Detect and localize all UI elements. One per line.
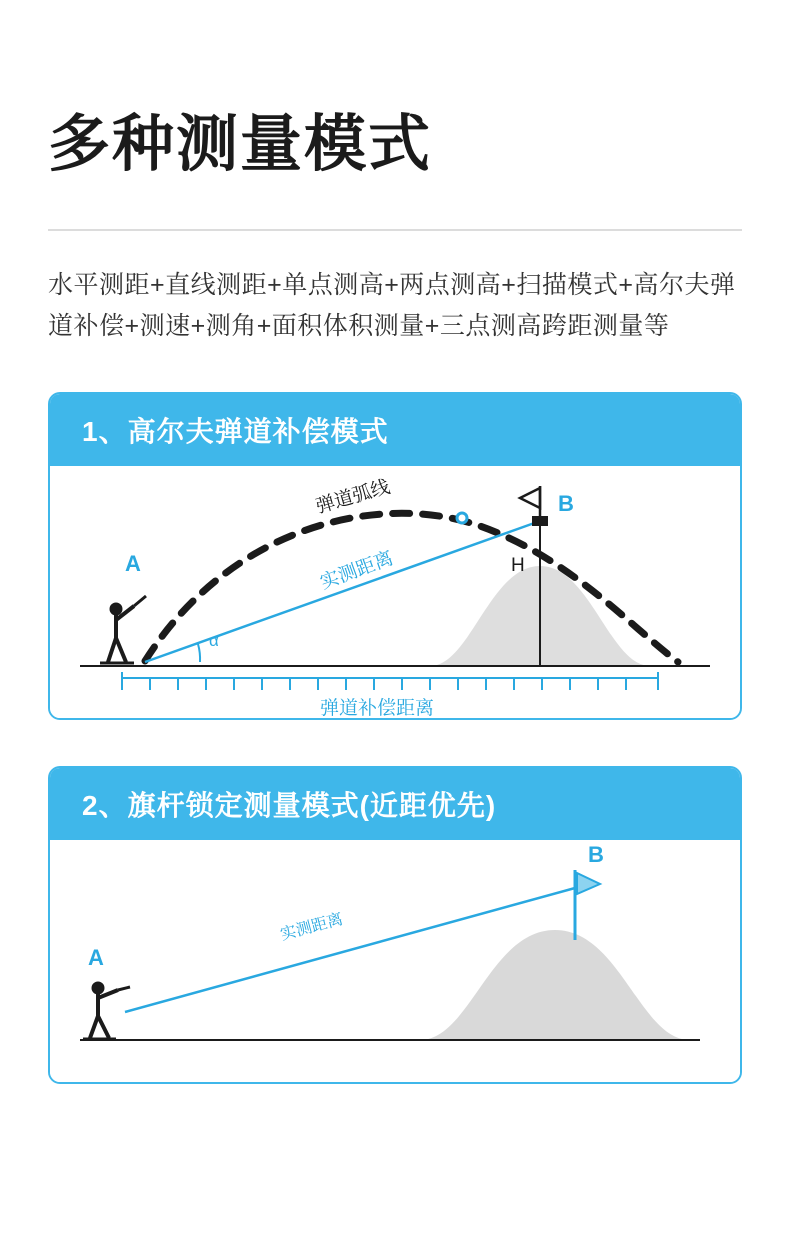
angle-arc (198, 644, 200, 662)
card-title-golf: 1、高尔夫弹道补偿模式 (50, 394, 740, 466)
card-body-flagpole (50, 840, 740, 1082)
label-point-a: A (125, 551, 141, 577)
flagpole-lock-diagram (50, 840, 740, 1082)
label-point-b: B (588, 842, 604, 868)
label-point-a: A (88, 945, 104, 971)
compensated-distance-ruler (122, 672, 658, 690)
label-measured-distance: 实测距离 (317, 548, 397, 594)
label-height: H (511, 555, 525, 577)
label-measured-distance: 实测距离 (278, 910, 345, 944)
golf-ballistic-diagram (50, 466, 740, 718)
card-body-golf (50, 466, 740, 718)
page-title: 多种测量模式 (48, 110, 433, 179)
flag-marker (575, 870, 600, 940)
golfer-figure (100, 596, 146, 663)
mode-card-golf (48, 392, 742, 720)
golfer-figure (83, 982, 130, 1039)
label-arc: 弹道弧线 (313, 476, 393, 518)
mode-card-flagpole (48, 766, 742, 1084)
title-divider (48, 229, 742, 231)
label-compensated-distance: 弹道补偿距离 (320, 698, 435, 719)
flag-marker (520, 486, 548, 526)
label-point-b: B (558, 491, 574, 517)
label-angle: α (209, 631, 219, 651)
page-description: 水平测距+直线测距+单点测高+两点测高+扫描模式+高尔夫弹道补偿+测速+测角+面积体积测量+三点测高跨距测量等 (48, 271, 736, 340)
hill-shape (420, 930, 690, 1040)
ball-marker (457, 513, 467, 523)
card-title-flagpole: 2、旗杆锁定测量模式(近距优先) (50, 768, 740, 840)
